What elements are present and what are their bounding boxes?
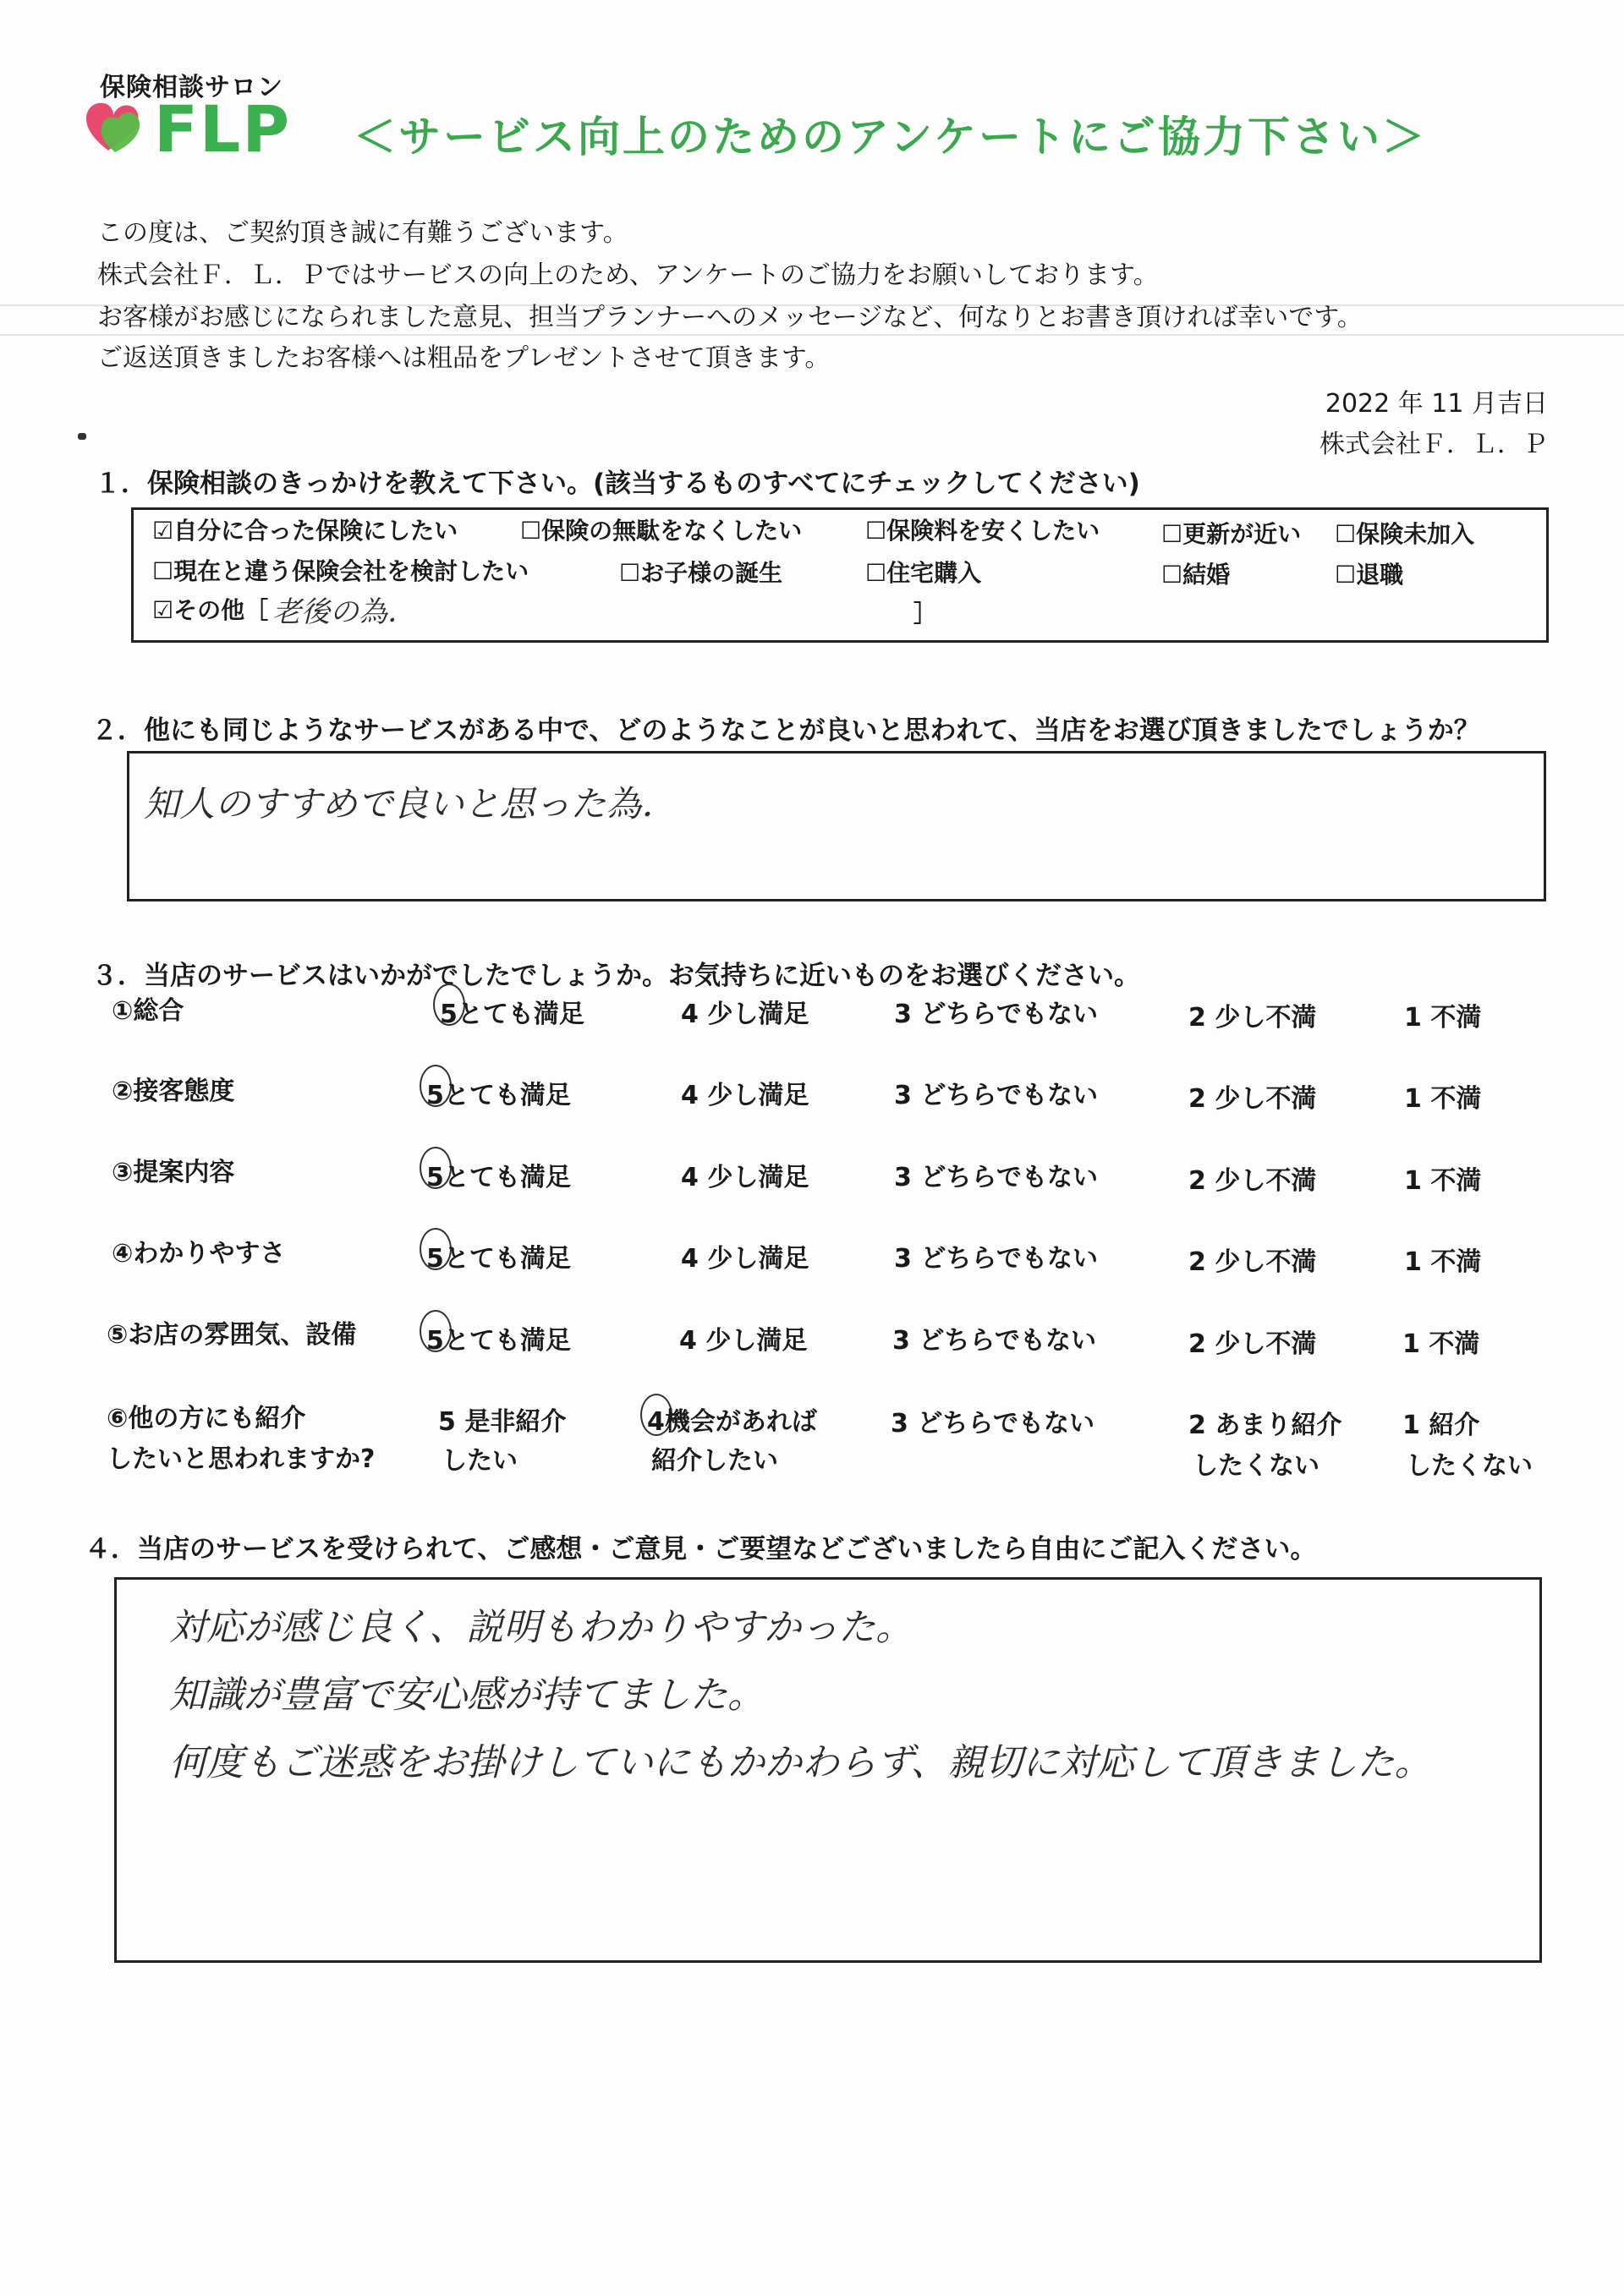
rating-option-2[interactable]: 2 少し不満	[1188, 1084, 1317, 1114]
company-name: 株式会社Ｆ．Ｌ．Ｐ	[1320, 430, 1548, 459]
rating-option-3[interactable]: 3 どちらでもない	[894, 1163, 1099, 1192]
checkbox-renewal-near[interactable]: ☐更新が近い	[1161, 520, 1302, 548]
checkbox-uninsured[interactable]: ☐保険未加入	[1335, 520, 1475, 548]
rating-option-2[interactable]: 2 あまり紹介	[1188, 1411, 1342, 1440]
q4-comment-line: 知識が豊富で安心感が持てました。	[169, 1674, 765, 1717]
rating-option-2[interactable]: 2 少し不満	[1188, 1003, 1317, 1033]
rating-option-3[interactable]: 3 どちらでもない	[894, 1244, 1099, 1274]
rating-option-1[interactable]: 1 不満	[1404, 1003, 1482, 1033]
rating-row-label: ④わかりやすさ	[112, 1239, 286, 1269]
rating-row-label: ③提案内容	[112, 1158, 235, 1187]
rating-option-1[interactable]: 1 不満	[1402, 1329, 1480, 1359]
rating-option-5[interactable]: 5とても満足	[426, 1163, 571, 1192]
intro-line: ご返送頂きましたお客様へは粗品をプレゼントさせて頂きます。	[97, 343, 831, 373]
q4-comment-line: 対応が感じ良く、説明もわかりやすかった。	[169, 1606, 914, 1649]
rating-option-4[interactable]: 4 少し満足	[681, 1244, 809, 1274]
rating-option-1[interactable]: 1 不満	[1404, 1166, 1482, 1196]
rating-option-3[interactable]: 3 どちらでもない	[894, 1081, 1099, 1110]
rating-option-5[interactable]: 5とても満足	[426, 1244, 571, 1274]
rating-option-5[interactable]: 5とても満足	[426, 1326, 571, 1356]
rating-option-2[interactable]: 2 少し不満	[1188, 1329, 1317, 1359]
checkbox-child-birth[interactable]: ☐お子様の誕生	[619, 559, 783, 587]
rating-row-label: ⑥他の方にも紹介	[107, 1404, 306, 1433]
heart-logo-icon	[85, 95, 151, 156]
intro-line: この度は、ご契約頂き誠に有難うございます。	[97, 218, 628, 248]
q2-answer-handwritten: 知人のすすめで良いと思った為．	[144, 783, 678, 825]
checkbox-marriage[interactable]: ☐結婚	[1161, 561, 1231, 589]
q4-heading: ４．当店のサービスを受けられて、ご感想・ご意見・ご要望などございましたら自由にご記入ください。	[85, 1534, 1317, 1564]
rating-option-1[interactable]: 1 不満	[1404, 1247, 1482, 1277]
rating-row-label: ①総合	[112, 996, 184, 1026]
rating-option-5[interactable]: 5とても満足	[440, 1000, 584, 1029]
page-title: ＜サービス向上のためのアンケートにご協力下さい＞	[354, 112, 1427, 162]
q4-comment-line: 何度もご迷惑をお掛けしていにもかかわらず、親切に対応して頂きました。	[169, 1741, 1432, 1784]
rating-option-4[interactable]: 4 少し満足	[681, 1081, 809, 1110]
q3-heading: ３．当店のサービスはいかがでしたでしょうか。お気持ちに近いものをお選びください。	[91, 961, 1140, 991]
rating-option-5[interactable]: 5とても満足	[426, 1081, 571, 1110]
rating-option-4-line2: 紹介したい	[651, 1446, 778, 1476]
rating-row-label: ②接客態度	[112, 1077, 235, 1106]
logo-text: FLP	[154, 91, 292, 167]
rating-option-2[interactable]: 2 少し不満	[1188, 1166, 1317, 1196]
rating-option-1[interactable]: 1 紹介	[1402, 1411, 1480, 1440]
rating-option-4[interactable]: 4 少し満足	[681, 1163, 809, 1192]
rating-option-4[interactable]: 4機会があれば	[647, 1407, 817, 1437]
rating-option-5[interactable]: 5 是非紹介	[438, 1407, 567, 1437]
rating-row-label: ⑤お店の雰囲気、設備	[107, 1320, 357, 1350]
rating-option-3[interactable]: 3 どちらでもない	[894, 1000, 1099, 1029]
rating-option-4[interactable]: 4 少し満足	[681, 1000, 809, 1029]
scan-speck	[78, 433, 86, 440]
rating-row-label: したいと思われますか?	[107, 1444, 376, 1474]
checkbox-house-purchase[interactable]: ☐住宅購入	[865, 559, 982, 587]
scan-divider	[0, 334, 1624, 336]
rating-option-2-line2: したくない	[1193, 1451, 1320, 1481]
issue-date: 2022 年 11 月吉日	[1325, 389, 1548, 419]
intro-line: お客様がお感じになられました意見、担当プランナーへのメッセージなど、何なりとお書き頂ければ幸いです。	[97, 303, 1363, 332]
rating-option-5-line2: したい	[442, 1446, 518, 1476]
intro-line: 株式会社Ｆ．Ｌ．Ｐではサービスの向上のため、アンケートのご協力をお願いしております。	[97, 260, 1159, 290]
checkbox-fit-insurance[interactable]: ☑自分に合った保険にしたい	[152, 517, 458, 545]
checkbox-other[interactable]: ☑その他［	[152, 596, 269, 624]
checkbox-other-company[interactable]: ☐現在と違う保険会社を検討したい	[152, 557, 529, 585]
logo-subtitle: 保険相談サロン	[100, 73, 283, 102]
rating-option-3[interactable]: 3 どちらでもない	[892, 1326, 1097, 1356]
rating-option-4[interactable]: 4 少し満足	[679, 1326, 808, 1356]
checkbox-lower-premium[interactable]: ☐保険料を安くしたい	[865, 517, 1100, 545]
other-reason-handwritten[interactable]: 老後の為．	[272, 595, 416, 629]
rating-option-1[interactable]: 1 不満	[1404, 1084, 1482, 1114]
rating-option-2[interactable]: 2 少し不満	[1188, 1247, 1317, 1277]
checkbox-retirement[interactable]: ☐退職	[1335, 561, 1404, 589]
q1-heading: １．保険相談のきっかけを教えて下さい。(該当するものすべてにチェックしてください)	[95, 469, 1140, 499]
checkbox-reduce-waste[interactable]: ☐保険の無駄をなくしたい	[520, 517, 803, 545]
q2-heading: ２．他にも同じようなサービスがある中で、どのようなことが良いと思われて、当店をお選び頂きましたでしょうか？	[91, 715, 1480, 746]
other-bracket-close: ］	[914, 600, 938, 627]
rating-option-3[interactable]: 3 どちらでもない	[891, 1409, 1095, 1438]
rating-option-1-line2: したくない	[1406, 1451, 1533, 1481]
